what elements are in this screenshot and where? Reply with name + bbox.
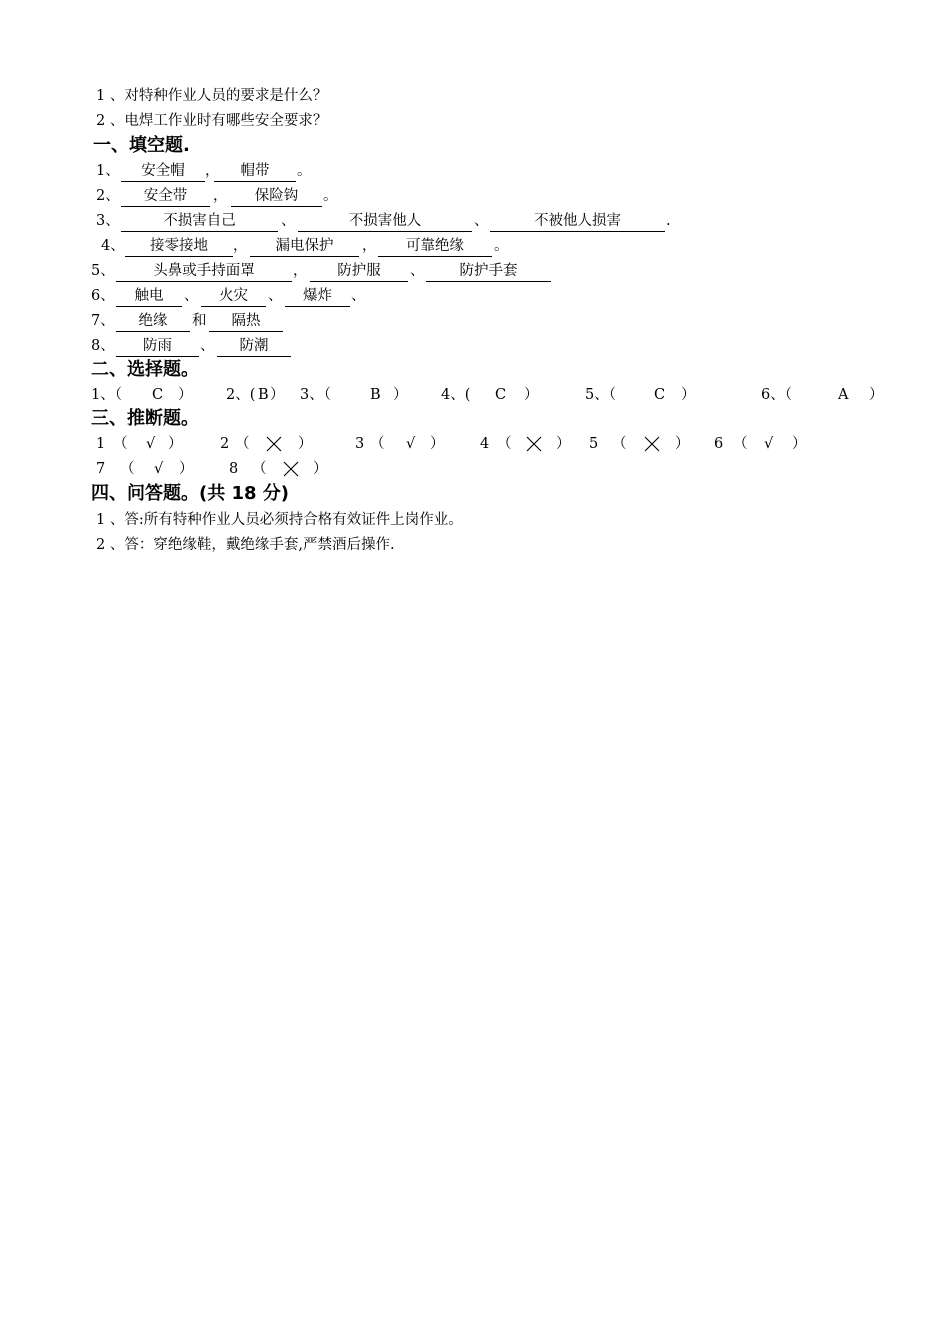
separator: 、 [184,288,199,304]
separator: ， [205,163,220,179]
separator: 、 [268,288,283,304]
judgment-3-close: ） [430,436,445,452]
cross-icon [644,436,660,452]
judgment-7-number: 7 [96,461,106,477]
answer-blank: 头鼻或手持面罩 [116,261,292,282]
judgment-3-check: √ [406,436,416,452]
row-number: 8、 [91,338,115,354]
answer-blank: 帽带 [214,161,296,182]
row-end: 、 [351,288,366,304]
choice-1-answer: C [152,387,164,403]
answer-blank: 隔热 [209,311,283,332]
answer-blank: 保险钩 [231,186,322,207]
cross-icon [266,436,282,452]
answer-blank: 防护手套 [426,261,551,282]
choice-2-answer: B [258,387,269,403]
judgment-5-close: ） [675,436,690,452]
judgment-1-open: （ [113,436,128,452]
judgment-6-number: 6 [714,436,724,452]
answer-blank: 安全帽 [121,161,205,182]
choice-5-close: ） [681,387,696,403]
choice-2-label: 2、( [226,387,256,403]
separator: ， [362,238,377,254]
section-qa-title: 四、问答题。(共 18 分) [91,483,290,504]
answer-blank: 防潮 [217,336,291,357]
choice-5-answer: C [654,387,666,403]
answer-blank: 防雨 [116,336,199,357]
judgment-8-close: ） [313,461,328,477]
judgment-4-number: 4 [480,436,490,452]
judgment-7-open: （ [120,461,135,477]
answer-blank: 触电 [116,286,182,307]
judgment-8-number: 8 [229,461,239,477]
choice-3-label: 3、（ [300,387,331,403]
row-number: 3、 [96,213,120,229]
separator: 和 [192,313,207,329]
separator: ， [233,238,248,254]
judgment-2-close: ） [298,436,313,452]
judgment-6-close: ） [792,436,807,452]
choice-6-label: 6、（ [761,387,792,403]
choice-3-answer: B [370,387,381,403]
separator: 、 [474,213,489,229]
judgment-2-open: （ [235,436,250,452]
row-end: 。 [494,238,509,254]
judgment-6-check: √ [764,436,774,452]
choice-1-label: 1、（ [91,387,122,403]
answer-blank: 爆炸 [285,286,350,307]
judgment-3-number: 3 [355,436,365,452]
judgment-2-number: 2 [220,436,230,452]
row-number: 2、 [96,188,120,204]
row-number: 5、 [91,263,115,279]
choice-6-close: ） [869,387,884,403]
choice-6-answer: A [838,387,849,403]
judgment-5-number: 5 [589,436,599,452]
answer-blank: 安全带 [121,186,210,207]
separator: 、 [281,213,296,229]
question-1: 1 、对特种作业人员的要求是什么？ [96,88,328,104]
answer-blank: 防护服 [310,261,408,282]
judgment-8-open: （ [252,461,267,477]
judgment-7-check: √ [154,461,164,477]
separator: ， [213,188,228,204]
separator: 、 [410,263,425,279]
answer-2: 2 、答：穿绝缘鞋，戴绝缘手套,严禁酒后操作. [96,537,395,553]
answer-blank: 不被他人损害 [490,211,665,232]
row-number: 7、 [91,313,115,329]
section-judgment-title: 三、推断题。 [91,408,199,429]
judgment-3-open: （ [370,436,385,452]
judgment-1-check: √ [146,436,156,452]
answer-blank: 不损害自己 [121,211,278,232]
cross-icon [283,461,299,477]
answer-blank: 绝缘 [116,311,190,332]
section-choice-title: 二、选择题。 [91,359,199,380]
answer-blank: 漏电保护 [250,236,359,257]
answer-blank: 可靠绝缘 [378,236,492,257]
answer-blank: 不损害他人 [298,211,472,232]
choice-4-label: 4、( [441,387,471,403]
judgment-1-number: 1 [96,436,106,452]
choice-2-close: ） [270,387,285,403]
row-number: 4、 [101,238,125,254]
separator: 、 [200,338,215,354]
choice-1-close: ） [178,387,193,403]
judgment-6-open: （ [733,436,748,452]
row-end: . [666,213,671,229]
cross-icon [526,436,542,452]
row-number: 6、 [91,288,115,304]
row-number: 1、 [96,163,120,179]
section-fill-blank-title: 一、填空题. [93,135,190,156]
separator: ， [293,263,308,279]
question-2: 2 、电焊工作业时有哪些安全要求？ [96,113,328,129]
answer-1: 1 、答:所有特种作业人员必须持合格有效证件上岗作业。 [96,512,463,528]
judgment-5-open: （ [612,436,627,452]
row-end: 。 [297,163,312,179]
answer-blank: 火灾 [201,286,266,307]
choice-4-close: ） [524,387,539,403]
answer-blank: 接零接地 [125,236,233,257]
choice-4-answer: C [495,387,507,403]
choice-5-label: 5、（ [585,387,616,403]
judgment-4-open: （ [497,436,512,452]
choice-3-close: ） [393,387,408,403]
judgment-7-close: ） [179,461,194,477]
judgment-4-close: ） [556,436,571,452]
judgment-1-close: ） [168,436,183,452]
row-end: 。 [323,188,338,204]
